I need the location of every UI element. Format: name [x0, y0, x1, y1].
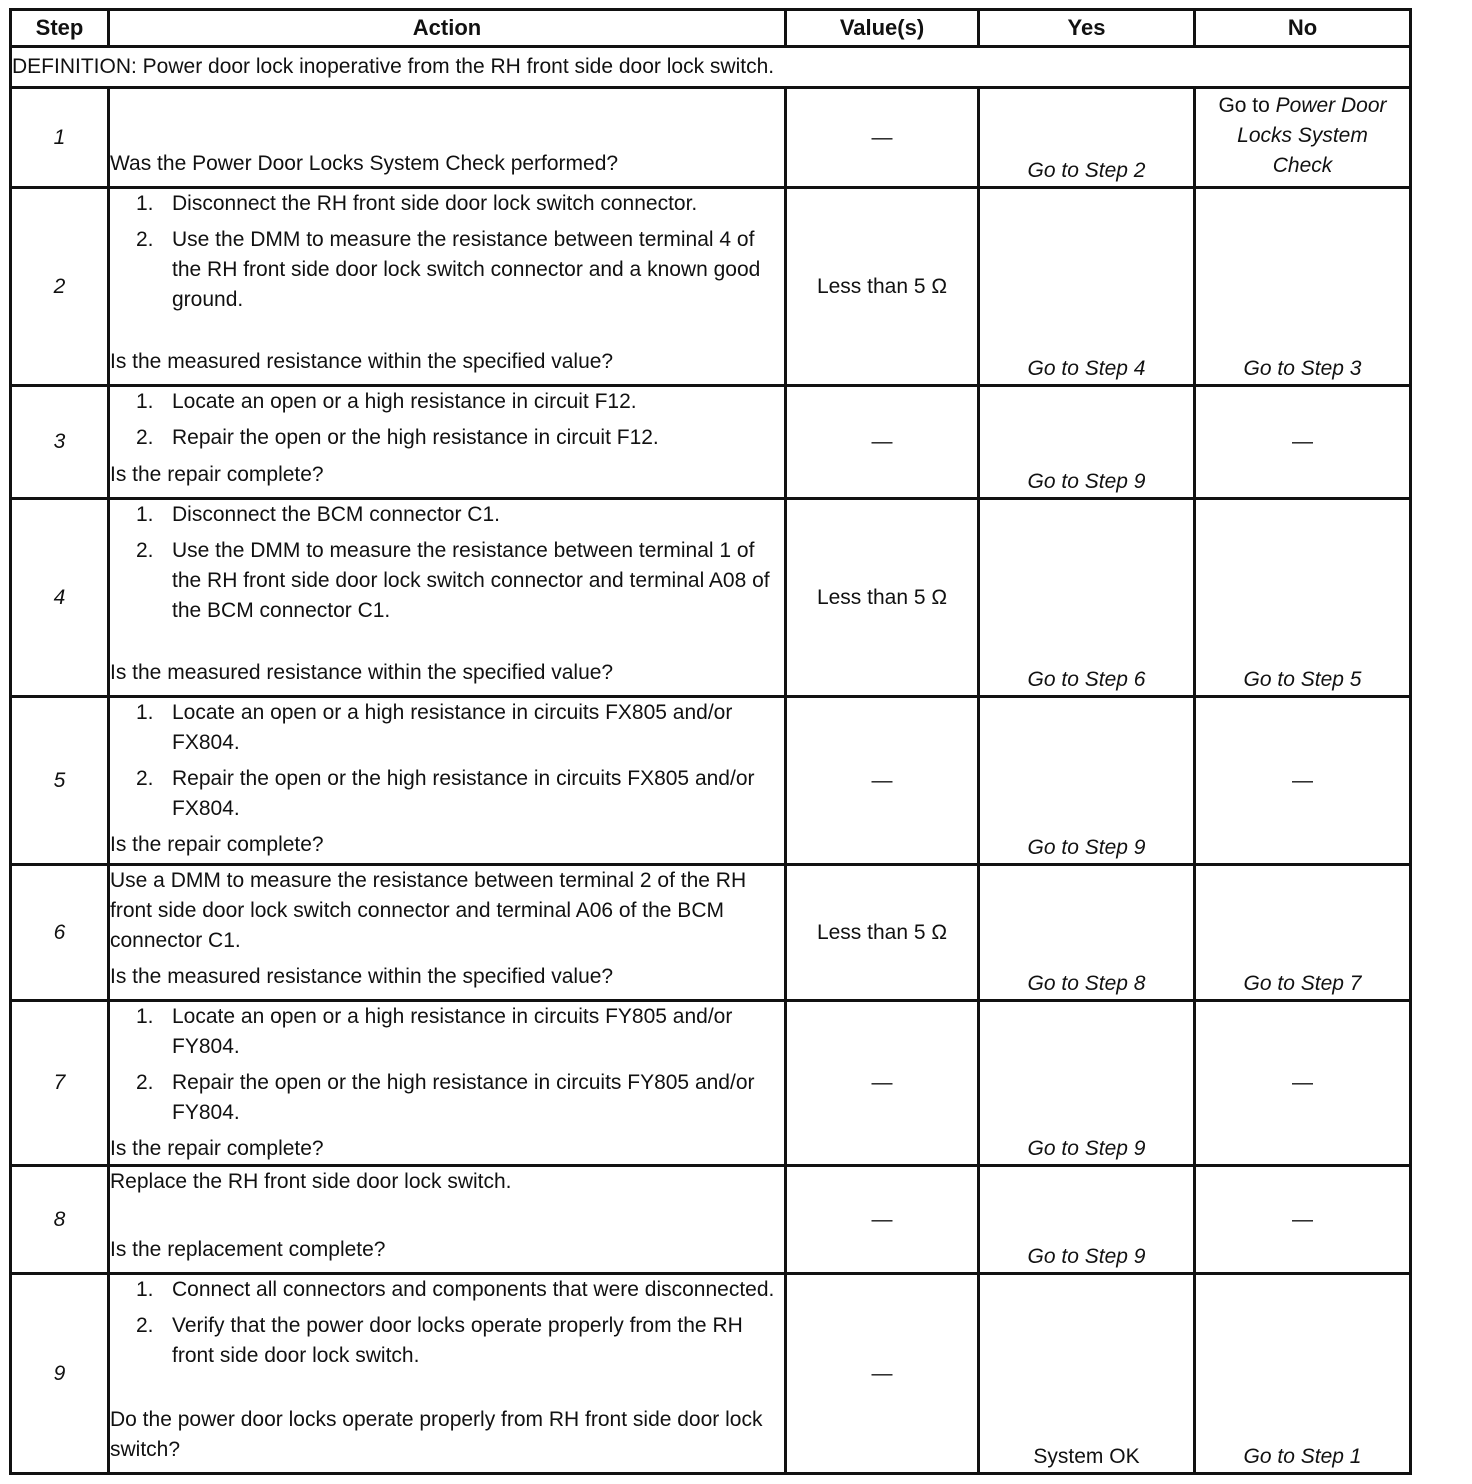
- action-list: [136, 1275, 784, 1371]
- action-list: [136, 387, 784, 453]
- header-action: Action: [109, 10, 786, 47]
- yes-cell: [979, 1166, 1195, 1274]
- yes-link: Go to Step 2: [1027, 159, 1146, 182]
- no-cell: [1195, 88, 1411, 188]
- action-list-item: [136, 1311, 784, 1371]
- yes-link: Go to Step 6: [1027, 668, 1146, 691]
- action-list: [136, 189, 784, 315]
- no-cell: [1195, 1274, 1411, 1474]
- yes-cell: [979, 386, 1195, 499]
- action-body: [110, 1167, 784, 1197]
- action-question: Is the repair complete?: [110, 463, 324, 486]
- no-dash: —: [1292, 1071, 1313, 1094]
- action-intro: Use a DMM to measure the resistance between terminal 2 of the RH front side door lock switch connector and terminal A06 of the BCM connector C1.: [110, 869, 747, 952]
- step-number: 5: [11, 697, 109, 865]
- table-body: [11, 47, 1411, 1474]
- action-item-number: 1.: [136, 390, 154, 413]
- table-row: [11, 499, 1411, 697]
- action-item-text: Use the DMM to measure the resistance between terminal 1 of the RH front side door lock switch connector and terminal A08 of the BCM connector C1.: [172, 539, 770, 622]
- action-list-item: [136, 189, 784, 219]
- action-cell: [109, 386, 786, 499]
- table-row: [11, 865, 1411, 1001]
- action-body: [110, 500, 784, 632]
- action-cell: [109, 1166, 786, 1274]
- action-question: Is the measured resistance within the specified value?: [110, 350, 614, 373]
- no-link: Go to Step 1: [1243, 1445, 1362, 1468]
- action-item-text: Repair the open or the high resistance in circuits FY805 and/or FY804.: [172, 1071, 755, 1124]
- action-item-number: 1.: [136, 1005, 154, 1028]
- yes-cell: [979, 1001, 1195, 1166]
- table-row: [11, 1001, 1411, 1166]
- yes-link: Go to Step 9: [1027, 1137, 1146, 1160]
- action-item-number: 2.: [136, 1071, 154, 1094]
- step-number: 8: [11, 1166, 109, 1274]
- action-item-text: Use the DMM to measure the resistance between terminal 4 of the RH front side door lock switch connector and a known good ground.: [172, 228, 761, 311]
- action-item-number: 1.: [136, 192, 154, 215]
- yes-cell: [979, 499, 1195, 697]
- yes-cell: [979, 188, 1195, 386]
- definition-text: DEFINITION: Power door lock inoperative from the RH front side door lock switch.: [11, 47, 1411, 88]
- no-prefix: Go to: [1218, 94, 1270, 117]
- yes-link: Go to Step 4: [1027, 357, 1146, 380]
- yes-link: Go to Step 8: [1027, 972, 1146, 995]
- action-question: Was the Power Door Locks System Check performed?: [110, 152, 619, 175]
- action-item-text: Repair the open or the high resistance in circuit F12.: [172, 426, 659, 449]
- table-row: [11, 1166, 1411, 1274]
- action-content: [110, 89, 784, 179]
- value-cell: —: [786, 1166, 979, 1274]
- table-row: [11, 386, 1411, 499]
- step-number: 1: [11, 88, 109, 188]
- action-item-text: Repair the open or the high resistance in circuits FX805 and/or FX804.: [172, 767, 755, 820]
- step-number: 3: [11, 386, 109, 499]
- no-dash: —: [1292, 1207, 1313, 1231]
- step-number: 4: [11, 499, 109, 697]
- step-number: 9: [11, 1274, 109, 1474]
- no-cell: [1195, 697, 1411, 865]
- action-list: [136, 1002, 784, 1128]
- action-body: [110, 387, 784, 459]
- step-number: 2: [11, 188, 109, 386]
- action-list-item: [136, 536, 784, 626]
- header-values: Value(s): [786, 10, 979, 47]
- action-question: Is the measured resistance within the specified value?: [110, 965, 614, 988]
- table-row: [11, 188, 1411, 386]
- step-number: 6: [11, 865, 109, 1001]
- no-cell: [1195, 1001, 1411, 1166]
- no-cell: [1195, 188, 1411, 386]
- action-item-number: 2.: [136, 1314, 154, 1337]
- action-item-text: Verify that the power door locks operate properly from the RH front side door lock switch.: [172, 1314, 743, 1367]
- action-list: [136, 500, 784, 626]
- action-cell: [109, 1001, 786, 1166]
- action-item-number: 1.: [136, 503, 154, 526]
- action-item-text: Disconnect the RH front side door lock switch connector.: [172, 192, 698, 215]
- action-list-item: [136, 423, 784, 453]
- no-link: Power Door Locks System Check: [1237, 94, 1387, 177]
- action-question: Is the measured resistance within the specified value?: [110, 661, 614, 684]
- action-content: [110, 1167, 784, 1265]
- table-row: [11, 88, 1411, 188]
- action-content: [110, 500, 784, 688]
- yes-cell: [979, 88, 1195, 188]
- action-list-item: [136, 1275, 784, 1305]
- action-item-number: 2.: [136, 539, 154, 562]
- value-cell: —: [786, 88, 979, 188]
- yes-link: Go to Step 9: [1027, 1245, 1146, 1268]
- action-question: Is the repair complete?: [110, 833, 324, 856]
- yes-cell: [979, 697, 1195, 865]
- yes-cell: [979, 1274, 1195, 1474]
- action-cell: [109, 865, 786, 1001]
- action-item-number: 2.: [136, 426, 154, 449]
- value-cell: —: [786, 1001, 979, 1166]
- action-list-item: [136, 225, 784, 315]
- no-dash: —: [1292, 768, 1313, 792]
- value-cell: —: [786, 1274, 979, 1474]
- action-content: [110, 387, 784, 490]
- action-body: [110, 866, 784, 956]
- action-cell: [109, 188, 786, 386]
- value-cell: Less than 5 Ω: [786, 865, 979, 1001]
- action-cell: [109, 499, 786, 697]
- action-body: [110, 1002, 784, 1134]
- action-question: Is the repair complete?: [110, 1137, 324, 1160]
- yes-link: Go to Step 9: [1027, 470, 1146, 493]
- action-list-item: [136, 698, 784, 758]
- action-item-text: Disconnect the BCM connector C1.: [172, 503, 500, 526]
- value-cell: Less than 5 Ω: [786, 499, 979, 697]
- no-cell: [1195, 386, 1411, 499]
- diagnostic-table: [9, 8, 1412, 1475]
- action-list: [136, 698, 784, 824]
- yes-cell: [979, 865, 1195, 1001]
- no-link: Go to Step 5: [1243, 668, 1362, 691]
- header-step: Step: [11, 10, 109, 47]
- no-cell: [1195, 865, 1411, 1001]
- no-link: Go to Step 3: [1243, 357, 1362, 380]
- action-item-text: Locate an open or a high resistance in circuit F12.: [172, 390, 637, 413]
- action-content: [110, 1002, 784, 1164]
- action-item-number: 1.: [136, 701, 154, 724]
- action-list-item: [136, 764, 784, 824]
- action-list-item: [136, 1068, 784, 1128]
- action-content: [110, 189, 784, 377]
- action-list-item: [136, 1002, 784, 1062]
- no-dash: —: [1292, 430, 1313, 453]
- action-question: Do the power door locks operate properly from RH front side door lock switch?: [110, 1408, 763, 1461]
- action-item-number: 2.: [136, 228, 154, 251]
- action-content: [110, 866, 784, 992]
- no-cell: [1195, 1166, 1411, 1274]
- action-item-number: 1.: [136, 1278, 154, 1301]
- action-item-text: Locate an open or a high resistance in circuits FX805 and/or FX804.: [172, 701, 733, 754]
- header-no: No: [1195, 10, 1411, 47]
- table-row: [11, 1274, 1411, 1474]
- definition-row: [11, 47, 1411, 88]
- value-cell: Less than 5 Ω: [786, 188, 979, 386]
- step-number: 7: [11, 1001, 109, 1166]
- action-intro: Replace the RH front side door lock switch.: [110, 1170, 512, 1193]
- action-question: Is the replacement complete?: [110, 1238, 386, 1261]
- no-link: Go to Step 7: [1243, 972, 1362, 995]
- action-cell: [109, 88, 786, 188]
- value-cell: —: [786, 386, 979, 499]
- header-yes: Yes: [979, 10, 1195, 47]
- action-cell: [109, 697, 786, 865]
- table-row: [11, 697, 1411, 865]
- value-cell: —: [786, 697, 979, 865]
- yes-link: Go to Step 9: [1027, 836, 1146, 859]
- action-item-text: Locate an open or a high resistance in circuits FY805 and/or FY804.: [172, 1005, 733, 1058]
- action-item-number: 2.: [136, 767, 154, 790]
- action-item-text: Connect all connectors and components that were disconnected.: [172, 1278, 775, 1301]
- yes-link: System OK: [1033, 1445, 1140, 1468]
- action-body: [110, 189, 784, 321]
- no-cell: [1195, 499, 1411, 697]
- action-content: [110, 1275, 784, 1465]
- header-row: [11, 10, 1411, 47]
- action-content: [110, 698, 784, 860]
- action-cell: [109, 1274, 786, 1474]
- action-body: [110, 698, 784, 830]
- action-body: [110, 1275, 784, 1377]
- action-list-item: [136, 500, 784, 530]
- action-list-item: [136, 387, 784, 417]
